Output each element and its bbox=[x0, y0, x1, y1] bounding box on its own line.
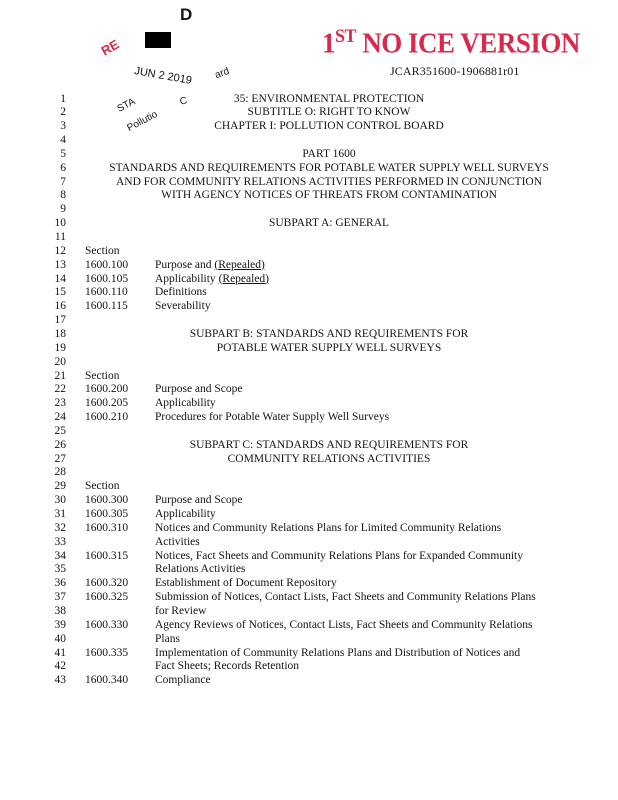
stamp-fragment-3: C bbox=[178, 95, 189, 108]
section-title: Applicability (Repealed) bbox=[155, 272, 270, 285]
section-number: 1600.305 bbox=[85, 508, 129, 520]
document-line bbox=[0, 465, 618, 479]
line-number: 15 bbox=[54, 286, 66, 299]
document-line bbox=[0, 576, 618, 590]
line-number: 36 bbox=[54, 577, 66, 590]
section-number: 1600.200 bbox=[85, 383, 129, 396]
section-title: Plans bbox=[155, 632, 180, 645]
line-number: 33 bbox=[54, 535, 66, 548]
document-line bbox=[0, 673, 618, 687]
document-line bbox=[0, 410, 618, 424]
line-number: 35 bbox=[54, 563, 66, 576]
document-line bbox=[0, 562, 618, 576]
line-number: 43 bbox=[54, 674, 66, 687]
section-title: Applicability bbox=[155, 397, 216, 410]
jcar-code: JCAR351600-1906881r01 bbox=[390, 64, 520, 78]
section-number: 1600.325 bbox=[85, 591, 129, 604]
section-title: Notices, Fact Sheets and Community Relations Plans for Expanded Community bbox=[155, 549, 523, 562]
section-title: Purpose and (Repealed) bbox=[155, 258, 265, 271]
line-number: 20 bbox=[54, 355, 66, 368]
document-line bbox=[0, 175, 618, 189]
section-number: 1600.105 bbox=[85, 272, 129, 285]
section-title: Establishment of Document Repository bbox=[155, 577, 337, 590]
line-number: 24 bbox=[54, 411, 66, 424]
document-line bbox=[0, 369, 618, 383]
section-title: Purpose and Scope bbox=[155, 494, 243, 507]
section-number: 1600.320 bbox=[85, 577, 129, 590]
line-number: 11 bbox=[54, 231, 66, 243]
line-number: 12 bbox=[54, 244, 66, 257]
heading-text: PART 1600 bbox=[302, 147, 356, 160]
document-line bbox=[0, 188, 618, 202]
heading-text: WITH AGENCY NOTICES OF THREATS FROM CONTAMINATION bbox=[161, 189, 497, 202]
document-line bbox=[0, 202, 618, 216]
line-number: 26 bbox=[54, 438, 66, 451]
section-title: Fact Sheets; Records Retention bbox=[155, 660, 300, 673]
heading-text: CHAPTER I: POLLUTION CONTROL BOARD bbox=[214, 120, 444, 133]
heading-text: SUBPART A: GENERAL bbox=[268, 217, 390, 230]
document-line bbox=[0, 590, 618, 604]
section-title: Procedures for Potable Water Supply Well Surveys bbox=[155, 411, 390, 424]
heading-text: SUBPART C: STANDARDS AND REQUIREMENTS FOR bbox=[189, 438, 469, 451]
notice-number: 1 bbox=[322, 27, 335, 59]
stamp-fragment-2: Pollutio bbox=[125, 108, 160, 135]
document-line bbox=[0, 119, 618, 133]
document-line bbox=[0, 313, 618, 327]
notice-suffix: ST bbox=[335, 25, 357, 47]
document-line bbox=[0, 618, 618, 632]
line-number: 22 bbox=[54, 383, 66, 396]
line-number: 18 bbox=[54, 327, 66, 340]
section-title: Applicability bbox=[155, 508, 216, 520]
section-title: for Review bbox=[155, 604, 207, 617]
stamp-fragment-1: STA bbox=[115, 96, 138, 115]
document-line bbox=[0, 230, 618, 244]
document-line bbox=[0, 396, 618, 410]
repealed-marker: (Repealed) bbox=[214, 258, 265, 271]
section-label: Section bbox=[85, 244, 120, 257]
section-title: Implementation of Community Relations Plans and Distribution of Notices and bbox=[155, 646, 521, 659]
line-number: 42 bbox=[54, 660, 66, 673]
line-number: 13 bbox=[54, 258, 66, 271]
line-number: 3 bbox=[60, 120, 66, 133]
document-line bbox=[0, 258, 618, 272]
notice-text: NO ICE VERSION bbox=[362, 27, 580, 59]
document-line bbox=[0, 382, 618, 396]
document-line bbox=[0, 479, 618, 493]
document-line bbox=[0, 272, 618, 286]
line-number: 1 bbox=[60, 92, 66, 105]
line-number: 30 bbox=[54, 494, 66, 507]
redaction-block bbox=[145, 32, 171, 48]
document-line bbox=[0, 438, 618, 452]
document-line bbox=[0, 285, 618, 299]
section-number: 1600.315 bbox=[85, 549, 129, 562]
document-line bbox=[0, 535, 618, 549]
heading-text: STANDARDS AND REQUIREMENTS FOR POTABLE WATER SUPPLY WELL SURVEYS bbox=[109, 161, 549, 174]
section-number: 1600.330 bbox=[85, 618, 129, 631]
section-number: 1600.100 bbox=[85, 258, 129, 271]
stamp-letter: D bbox=[180, 5, 193, 24]
document-line bbox=[0, 493, 618, 507]
line-number: 23 bbox=[54, 397, 66, 410]
line-number: 6 bbox=[60, 161, 66, 174]
line-number: 9 bbox=[60, 203, 66, 216]
section-number: 1600.340 bbox=[85, 674, 129, 687]
stamp-fragment-4: ard bbox=[213, 65, 231, 82]
document-line bbox=[0, 327, 618, 341]
document-line bbox=[0, 299, 618, 313]
line-number: 4 bbox=[60, 134, 66, 147]
line-number: 7 bbox=[60, 175, 66, 188]
document-line bbox=[0, 161, 618, 175]
line-number: 41 bbox=[54, 646, 66, 659]
document-line bbox=[0, 659, 618, 673]
line-number: 29 bbox=[54, 480, 66, 493]
line-number: 38 bbox=[54, 604, 66, 617]
section-number: 1600.310 bbox=[85, 521, 129, 534]
line-number: 34 bbox=[54, 549, 66, 562]
line-number: 25 bbox=[54, 424, 66, 437]
line-number: 17 bbox=[54, 314, 66, 327]
section-number: 1600.110 bbox=[85, 286, 128, 299]
document-line bbox=[0, 147, 618, 161]
received-stamp: RE bbox=[98, 36, 122, 59]
date-stamp: JUN 2 2019 bbox=[133, 65, 193, 87]
notice-version-stamp bbox=[322, 25, 580, 60]
document-line bbox=[0, 452, 618, 466]
line-number: 40 bbox=[54, 632, 66, 645]
section-label: Section bbox=[85, 480, 120, 493]
document-line bbox=[0, 216, 618, 230]
section-number: 1600.115 bbox=[85, 300, 128, 313]
section-number: 1600.205 bbox=[85, 397, 129, 410]
section-title: Compliance bbox=[155, 674, 211, 687]
document-line bbox=[0, 355, 618, 369]
line-number: 27 bbox=[54, 452, 66, 465]
section-number: 1600.335 bbox=[85, 646, 129, 659]
heading-text: SUBTITLE O: RIGHT TO KNOW bbox=[247, 106, 411, 119]
document-line bbox=[0, 244, 618, 258]
document-line bbox=[0, 92, 618, 106]
document-line bbox=[0, 632, 618, 646]
line-number: 8 bbox=[60, 189, 66, 202]
line-number: 39 bbox=[54, 618, 66, 631]
heading-text: AND FOR COMMUNITY RELATIONS ACTIVITIES PERFORMED IN CONJUNCTION bbox=[115, 175, 543, 188]
section-title: Submission of Notices, Contact Lists, Fact Sheets and Community Relations Plans bbox=[155, 591, 536, 604]
heading-text: POTABLE WATER SUPPLY WELL SURVEYS bbox=[216, 341, 442, 354]
document-line bbox=[0, 424, 618, 438]
section-title: Purpose and Scope bbox=[155, 383, 243, 396]
repealed-marker: (Repealed) bbox=[218, 272, 270, 285]
line-number: 21 bbox=[54, 369, 66, 382]
line-number: 14 bbox=[54, 272, 66, 285]
section-title: Activities bbox=[155, 535, 200, 548]
document-line bbox=[0, 646, 618, 660]
line-number: 2 bbox=[60, 106, 66, 119]
section-label: Section bbox=[85, 369, 120, 382]
section-number: 1600.300 bbox=[85, 494, 129, 507]
document-line bbox=[0, 604, 618, 618]
heading-text: COMMUNITY RELATIONS ACTIVITIES bbox=[227, 452, 431, 465]
heading-text: SUBPART B: STANDARDS AND REQUIREMENTS FOR bbox=[189, 327, 469, 340]
line-number: 10 bbox=[54, 217, 66, 230]
line-number: 37 bbox=[54, 591, 66, 604]
section-title: Agency Reviews of Notices, Contact Lists, Fact Sheets and Community Relations bbox=[155, 618, 533, 631]
line-number: 16 bbox=[54, 300, 66, 313]
section-title: Relations Activities bbox=[155, 563, 246, 576]
section-title: Definitions bbox=[155, 286, 207, 299]
line-number: 32 bbox=[54, 521, 66, 534]
line-number: 28 bbox=[54, 466, 66, 479]
document-line bbox=[0, 105, 618, 119]
document-line bbox=[0, 549, 618, 563]
heading-text: 35: ENVIRONMENTAL PROTECTION bbox=[233, 92, 425, 105]
document-line bbox=[0, 133, 618, 147]
section-title: Severability bbox=[155, 300, 211, 313]
section-number: 1600.210 bbox=[85, 411, 129, 424]
document-line bbox=[0, 507, 618, 521]
line-number: 5 bbox=[60, 147, 66, 160]
line-number: 31 bbox=[54, 508, 66, 520]
line-number: 19 bbox=[54, 341, 66, 354]
section-title: Notices and Community Relations Plans for Limited Community Relations bbox=[155, 521, 502, 534]
document-line bbox=[0, 341, 618, 355]
document-line bbox=[0, 521, 618, 535]
